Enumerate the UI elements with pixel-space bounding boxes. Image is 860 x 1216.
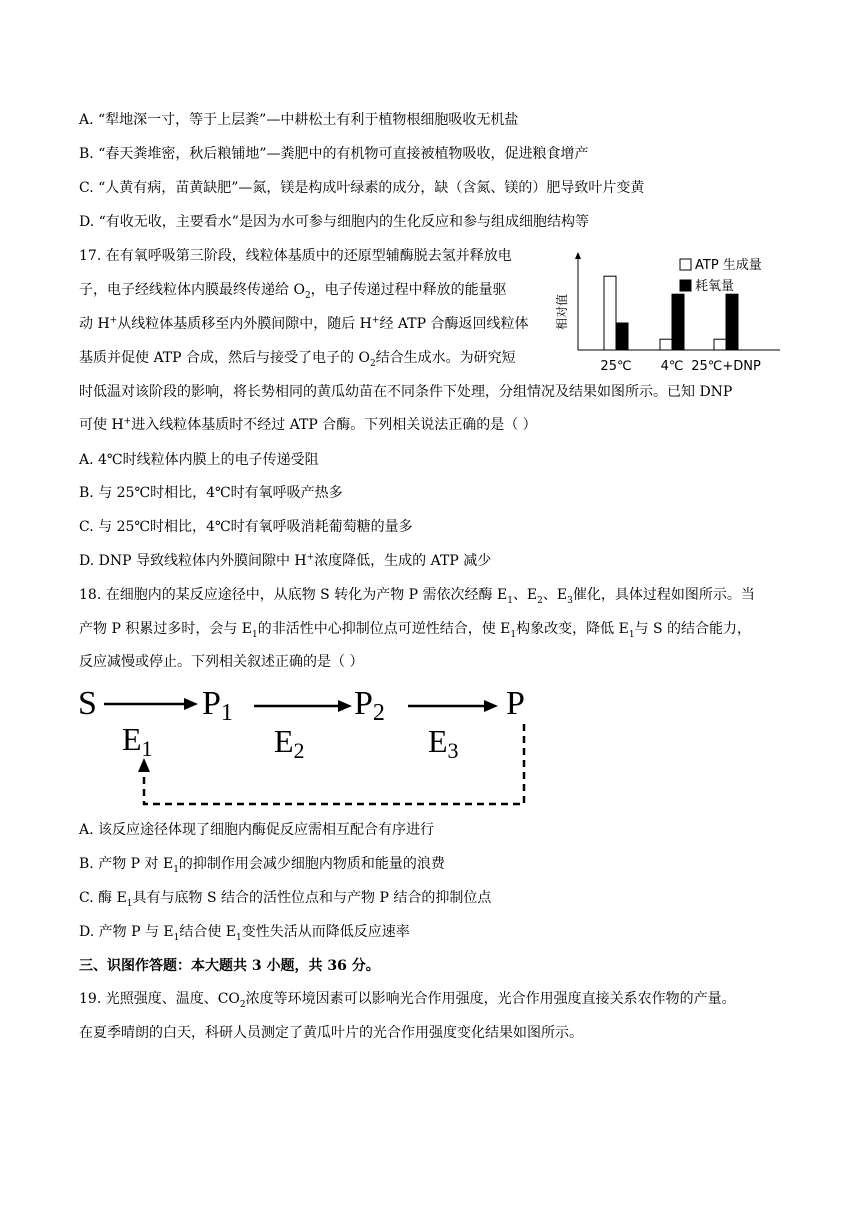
legend-swatch-oxygen	[680, 280, 691, 291]
x-tick-label-0: 25℃	[600, 359, 632, 374]
q17-bar-chart	[548, 250, 788, 375]
q17-stem-line-2: 子，电子经线粒体内膜最终传递给 $O_2$，电子传递过程中释放的能量驱	[79, 282, 507, 301]
enzyme-e2: E2	[274, 723, 305, 763]
bar-oxygen-1	[672, 294, 684, 350]
final-product-p: P	[506, 685, 525, 722]
q17-option-a: A. 4℃时线粒体内膜上的电子传递受阻	[79, 452, 319, 468]
legend-label-oxygen: 耗氧量	[695, 279, 735, 294]
q18-pathway-diagram	[78, 680, 548, 815]
enzyme-e1: E1	[122, 721, 153, 761]
arrow-p2-p-head	[484, 700, 498, 712]
q18-option-a: A. 该反应途径体现了细胞内酶促反应需相互配合有序进行	[79, 822, 435, 838]
q19-stem-line-1: 19. 光照强度、温度、$CO_2$浓度等环境因素可以影响光合作用强度，光合作用强度直接关系农作物的产量。	[79, 991, 736, 1010]
legend-label-atp: ATP 生成量	[695, 258, 762, 273]
q18-option-d: D. 产物 P 与 $E_1$结合使 $E_1$变性失活从而降低反应速率	[79, 924, 410, 943]
q18-option-c: C. 酶 $E_1$具有与底物 S 结合的活性位点和与产物 P 结合的抑制位点	[79, 890, 492, 909]
bar-atp-0	[604, 276, 616, 350]
x-tick-label-2: 25℃+DNP	[691, 359, 761, 374]
q19-stem-line-2: 在夏季晴朗的白天，科研人员测定了黄瓜叶片的光合作用强度变化结果如图所示。	[79, 1025, 583, 1041]
x-tick-label-1: 4℃	[660, 359, 684, 374]
q17-stem-line-6: 可使 H+进入线粒体基质时不经过 ATP 合酶。下列相关说法正确的是（ ）	[79, 416, 537, 433]
bar-atp-2	[714, 339, 726, 350]
q16-option-a: A. “犁地深一寸，等于上层粪”—中耕松土有利于植物根细胞吸收无机盐	[79, 112, 519, 128]
bar-oxygen-0	[616, 323, 628, 350]
q18-stem-line-1: 18. 在细胞内的某反应途径中，从底物 S 转化为产物 P 需依次经酶 $E_1$、$E_2$、$E_3$催化，具体过程如图所示。当	[79, 587, 755, 606]
q16-option-b: B. “春天粪堆密，秋后粮铺地”—粪肥中的有机物可直接被植物吸收，促进粮食增产	[79, 146, 589, 162]
q18-option-b: B. 产物 P 对 $E_1$的抑制作用会减少细胞内物质和能量的浪费	[79, 856, 445, 875]
y-axis-label: 相对值	[555, 293, 569, 331]
x-tick-labels	[600, 359, 761, 374]
q17-option-c: C. 与 25℃时相比，4℃时有氧呼吸消耗葡萄糖的量多	[79, 519, 413, 535]
product-p2: P2	[354, 685, 385, 726]
bar-atp-1	[660, 339, 672, 350]
y-axis-arrow	[575, 252, 581, 259]
enzyme-e3: E3	[428, 723, 459, 763]
feedback-dashed-line	[144, 724, 524, 804]
q17-option-b: B. 与 25℃时相比，4℃时有氧呼吸产热多	[79, 485, 343, 501]
q17-option-d: D. DNP 导致线粒体内外膜间隙中 H+浓度降低，生成的 ATP 减少	[79, 552, 492, 569]
arrow-p1-p2-head	[338, 700, 352, 712]
legend	[680, 257, 762, 294]
q17-stem-line-1: 17. 在有氧呼吸第三阶段，线粒体基质中的还原型辅酶脱去氢并释放电	[79, 248, 512, 264]
substrate-s: S	[78, 685, 97, 722]
q18-stem-line-3: 反应减慢或停止。下列相关叙述正确的是（ ）	[79, 654, 364, 670]
product-p1: P1	[202, 685, 233, 726]
q16-option-c: C. “人黄有病，苗黄缺肥”—氮，镁是构成叶绿素的成分，缺（含氮、镁的）肥导致叶片变黄	[79, 180, 645, 196]
arrow-s-p1-head	[184, 698, 198, 710]
q18-stem-line-2: 产物 P 积累过多时，会与 $E_1$的非活性中心抑制位点可逆性结合，使 $E_1$构象改变，降低 $E_1$与 S 的结合能力，	[79, 621, 752, 640]
section-3-heading: 三、识图作答题：本大题共 3 小题，共 36 分。	[79, 958, 380, 974]
q16-option-d: D. “有收无收，主要看水”是因为水可参与细胞内的生化反应和参与组成细胞结构等	[79, 214, 589, 230]
q17-stem-line-3: 动 H+从线粒体基质移至内外膜间隙中，随后 H+经 ATP 合酶返回线粒体	[79, 315, 529, 332]
bar-oxygen-2	[726, 294, 738, 350]
q17-stem-line-4: 基质并促使 ATP 合成，然后与接受了电子的 $O_2$结合生成水。为研究短	[79, 350, 516, 369]
legend-swatch-atp	[680, 259, 691, 270]
q17-stem-line-5: 时低温对该阶段的影响，将长势相同的黄瓜幼苗在不同条件下处理，分组情况及结果如图所示。已知 DNP	[79, 384, 733, 400]
